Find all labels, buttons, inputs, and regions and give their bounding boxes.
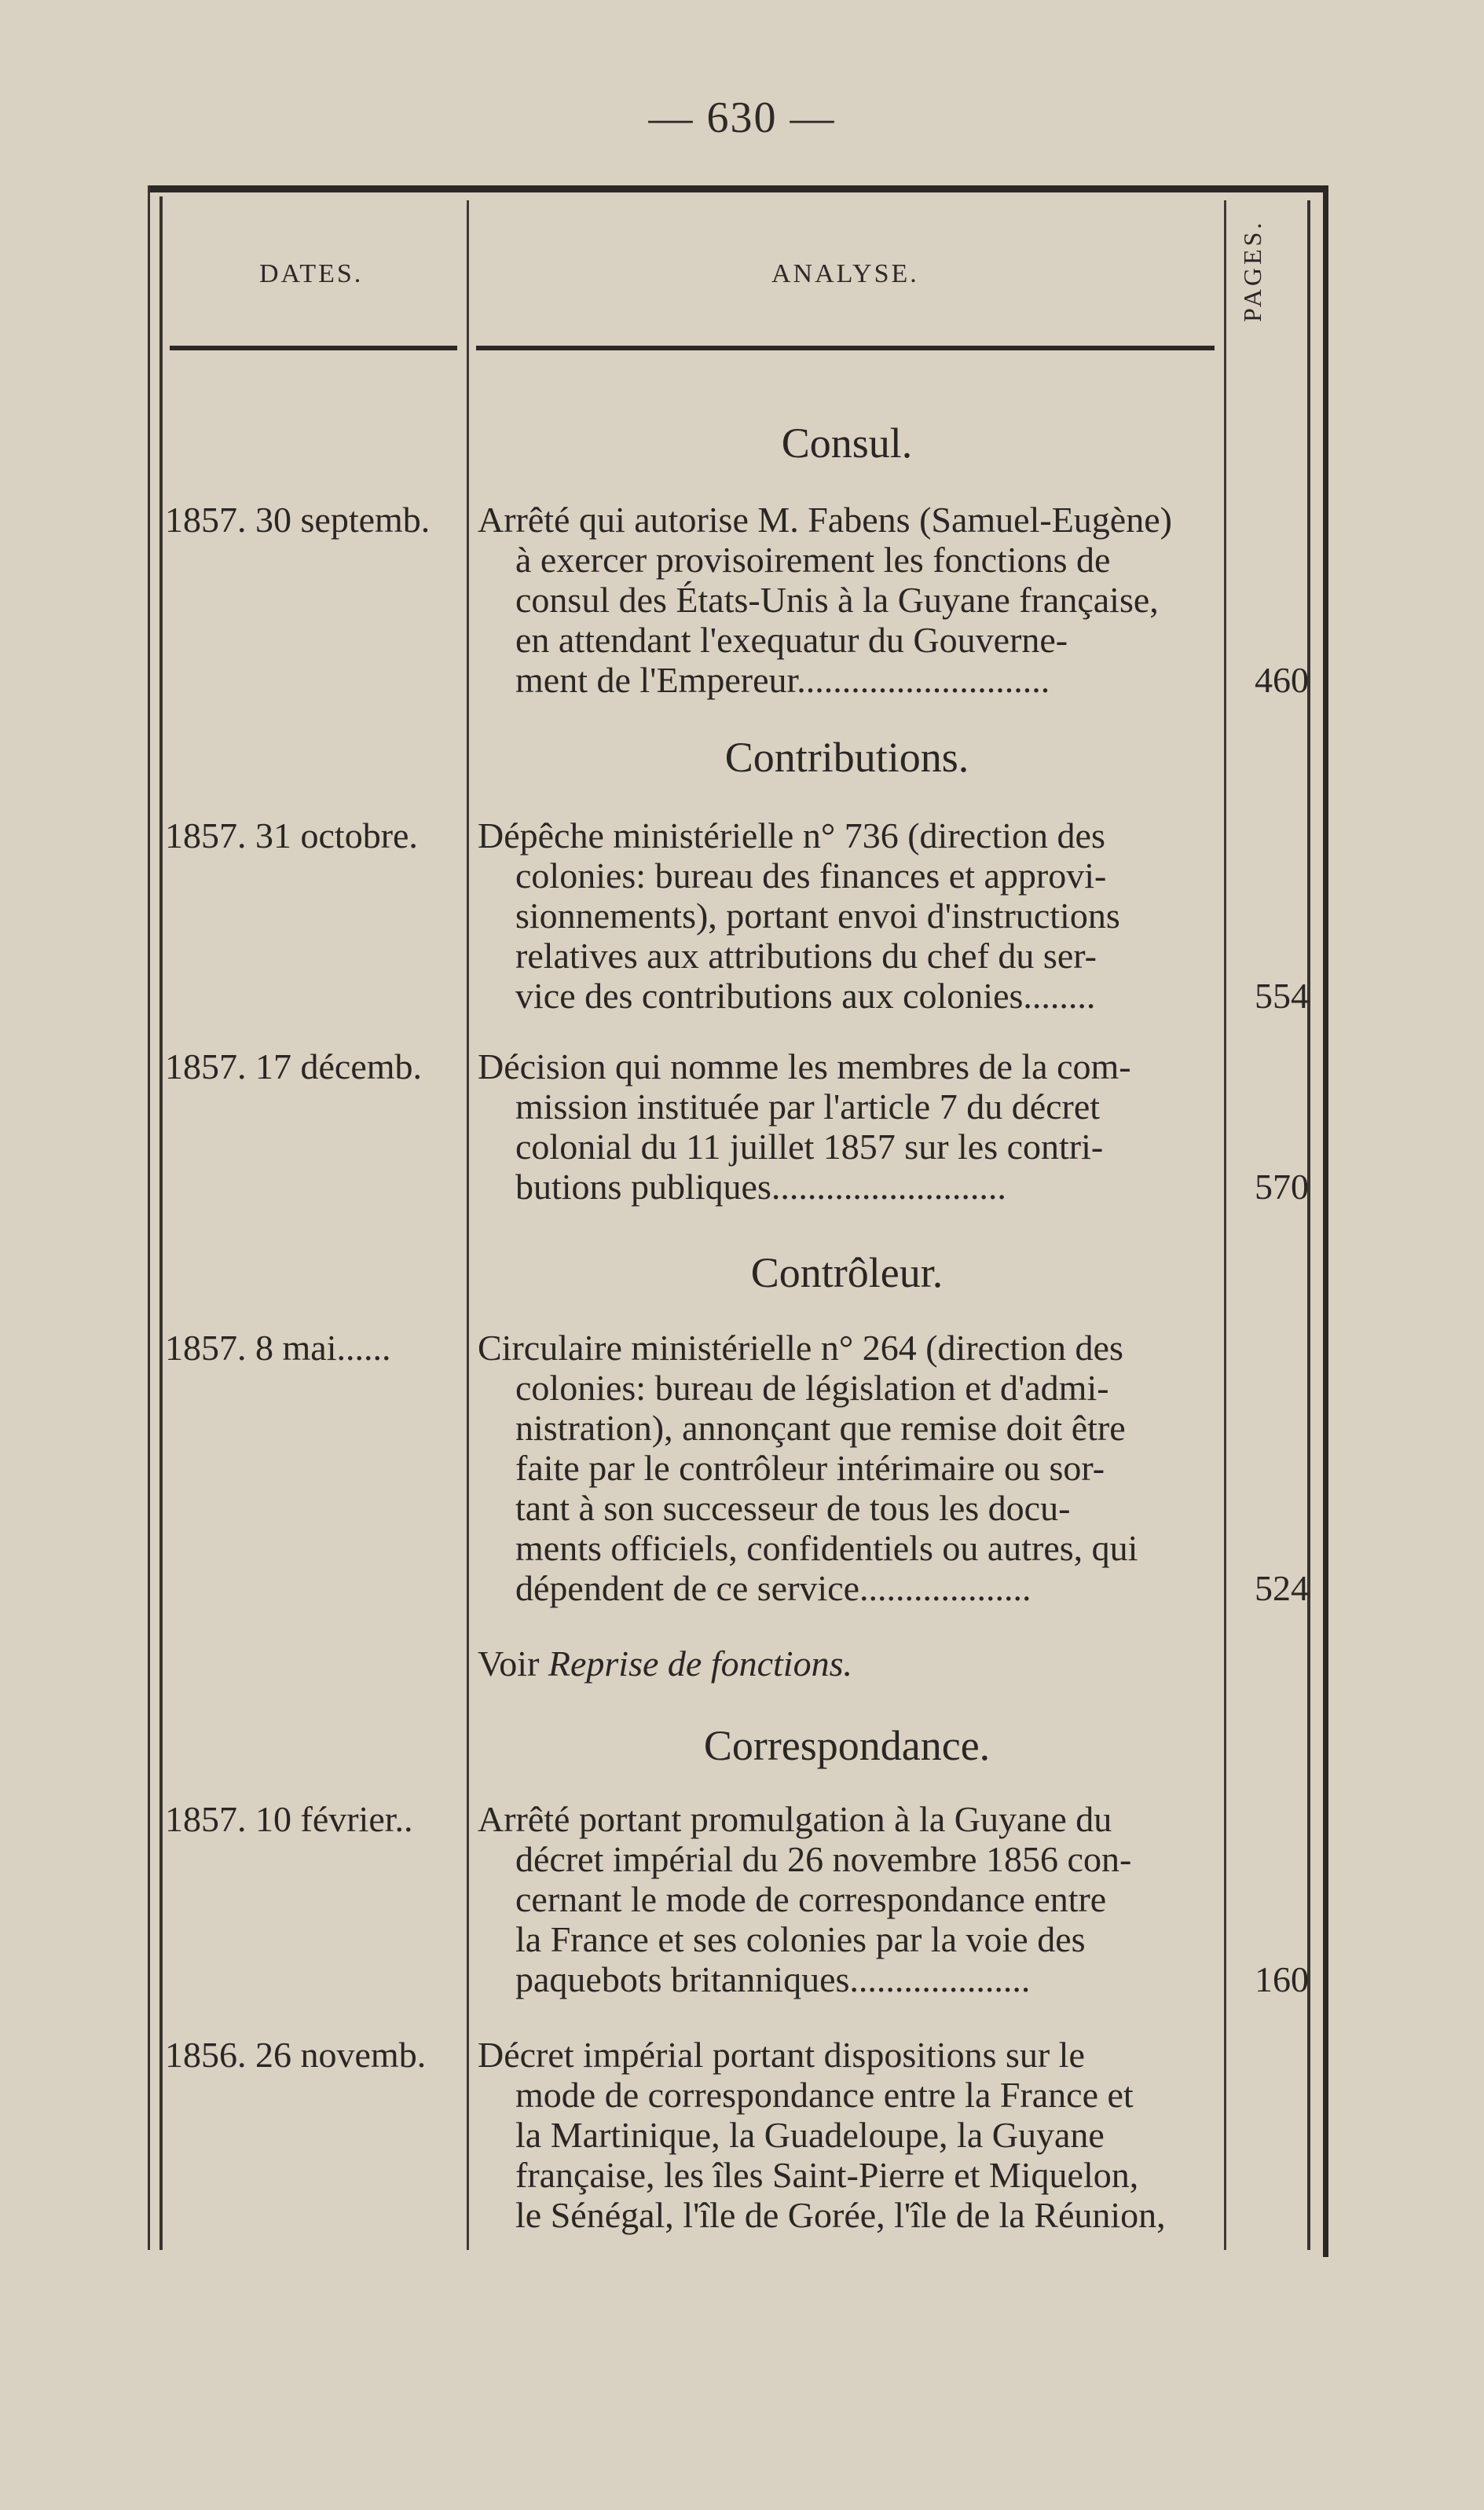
frame-rule xyxy=(1307,200,1310,2250)
page-ref: 160 xyxy=(1255,1959,1309,1999)
entry-line: la France et ses colonies par la voie des xyxy=(515,1919,1086,1959)
entry-line: paquebots britanniques.................... xyxy=(515,1959,1031,1999)
column-divider xyxy=(1224,200,1226,2250)
entry-line: en attendant l'exequatur du Gouverne- xyxy=(515,620,1068,660)
entry-line: sionnements), portant envoi d'instructions xyxy=(515,896,1120,936)
entry-text xyxy=(478,2035,1213,2235)
entry-line: Arrêté portant promulgation à la Guyane du xyxy=(478,1799,1112,1839)
entry-line: vice des contributions aux colonies........ xyxy=(515,976,1096,1016)
entry-line: dépendent de ce service................... xyxy=(515,1568,1031,1608)
entry-line: cernant le mode de correspondance entre xyxy=(515,1879,1107,1919)
header-rule xyxy=(170,346,457,350)
entry-date: 1857. 30 septemb. xyxy=(165,500,431,540)
section-title: Consul. xyxy=(781,420,913,467)
entry-date: 1857. 17 décemb. xyxy=(165,1046,423,1086)
entry-date: 1857. 31 octobre. xyxy=(165,815,418,856)
entry-line: tant à son successeur de tous les docu- xyxy=(515,1488,1071,1528)
section-title: Correspondance. xyxy=(703,1722,991,1769)
see-also-prefix: Voir xyxy=(478,1643,540,1684)
page-ref: 460 xyxy=(1255,660,1309,700)
entry-line: Circulaire ministérielle n° 264 (direction des xyxy=(478,1328,1123,1368)
entry-line: décret impérial du 26 novembre 1856 con- xyxy=(515,1839,1132,1879)
entry-date: 1856. 26 novemb. xyxy=(165,2035,427,2075)
entry-line: ment de l'Empereur............................ xyxy=(515,660,1050,700)
entry-line: française, les îles Saint-Pierre et Miquelon, xyxy=(515,2155,1139,2195)
header-pages: PAGES. xyxy=(1238,219,1266,322)
entry-line: Décret impérial portant dispositions sur le xyxy=(478,2035,1085,2075)
entry-text xyxy=(478,500,1213,700)
entry-line: faite par le contrôleur intérimaire ou sor- xyxy=(515,1448,1105,1488)
page-number: — 630 — xyxy=(648,93,836,142)
entry-line: Décision qui nomme les membres de la com- xyxy=(478,1046,1131,1086)
entry-text xyxy=(478,1328,1213,1608)
entry-line: butions publiques.......................... xyxy=(515,1167,1006,1207)
entry-line: colonies: bureau des finances et approvi- xyxy=(515,856,1107,896)
entry-date: 1857. 8 mai...... xyxy=(165,1328,391,1368)
frame-rule xyxy=(148,185,150,2250)
entry-line: la Martinique, la Guadeloupe, la Guyane xyxy=(515,2115,1105,2155)
entry-line: colonies: bureau de législation et d'admi- xyxy=(515,1368,1109,1408)
entry-text xyxy=(478,815,1213,1016)
header-analyse: ANALYSE. xyxy=(771,259,919,288)
see-also xyxy=(478,1643,852,1684)
entry-text xyxy=(478,1046,1213,1207)
see-also-link: Reprise de fonctions. xyxy=(548,1643,852,1684)
entry-line: ments officiels, confidentiels ou autres, qui xyxy=(515,1528,1138,1568)
entry-line: Arrêté qui autorise M. Fabens (Samuel-Eugène) xyxy=(478,500,1172,540)
page-ref: 570 xyxy=(1255,1167,1309,1207)
entry-line: consul des États-Unis à la Guyane française, xyxy=(515,580,1159,620)
frame-rule xyxy=(159,196,163,2250)
entry-line: nistration), annonçant que remise doit être xyxy=(515,1408,1126,1448)
header-rule xyxy=(476,346,1215,350)
entry-line: Dépêche ministérielle n° 736 (direction des xyxy=(478,815,1105,856)
entry-line: mode de correspondance entre la France et xyxy=(515,2075,1134,2115)
entry-line: le Sénégal, l'île de Gorée, l'île de la Réunion, xyxy=(515,2195,1166,2235)
page-ref: 554 xyxy=(1255,976,1309,1016)
entry-line: à exercer provisoirement les fonctions de xyxy=(515,540,1111,580)
entry-line: colonial du 11 juillet 1857 sur les contri- xyxy=(515,1127,1104,1167)
entry-line: mission instituée par l'article 7 du décret xyxy=(515,1086,1101,1127)
page-ref: 524 xyxy=(1255,1568,1309,1608)
entry-line: relatives aux attributions du chef du ser- xyxy=(515,936,1097,976)
entry-text xyxy=(478,1799,1213,1999)
header-dates: DATES. xyxy=(259,259,364,288)
column-divider xyxy=(467,200,469,2250)
entry-date: 1857. 10 février.. xyxy=(165,1799,413,1839)
section-title: Contributions. xyxy=(724,734,969,781)
section-title: Contrôleur. xyxy=(750,1249,944,1296)
